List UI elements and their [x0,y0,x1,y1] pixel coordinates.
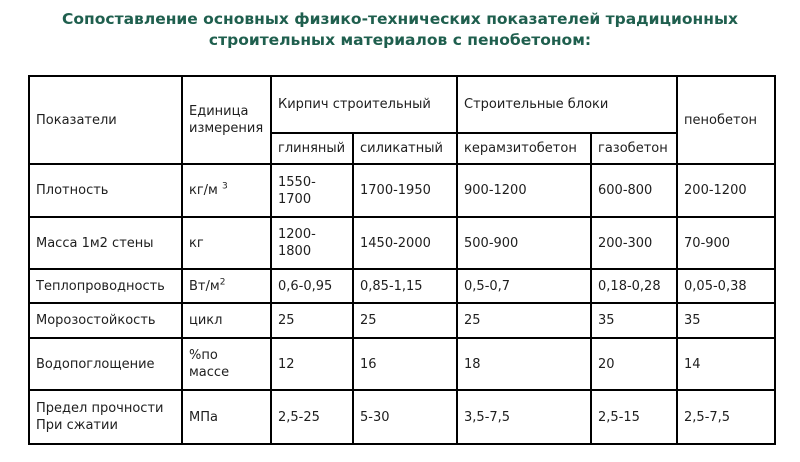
row-silicate: 25 [353,303,457,338]
row-silicate: 1700-1950 [353,164,457,217]
table-row [29,390,775,444]
row-unit-line2: массе [189,365,230,380]
row-unit: цикл [182,303,271,338]
row-clay-line2: 1800 [278,244,312,259]
row-gazobeton: 0,18-0,28 [591,269,677,303]
row-foam: 35 [677,303,775,338]
row-unit [182,269,271,303]
title-line-1: Сопоставление основных физико-технических показателей традиционных [62,10,738,28]
header-row-1 [29,76,775,133]
header-brick: Кирпич строительный [271,76,457,133]
row-unit [182,338,271,390]
comparison-table [28,75,776,445]
table-row [29,303,775,338]
row-foam: 0,05-0,38 [677,269,775,303]
row-foam: 200-1200 [677,164,775,217]
row-clay: 25 [271,303,353,338]
header-keramzit: керамзитобетон [457,133,591,164]
row-clay: 2,5-25 [271,390,353,444]
row-keramzit: 3,5-7,5 [457,390,591,444]
header-foam: пенобетон [677,76,775,164]
row-label: Плотность [29,164,182,217]
header-blocks: Строительные блоки [457,76,677,133]
row-silicate: 16 [353,338,457,390]
row-gazobeton: 20 [591,338,677,390]
table-row [29,269,775,303]
row-gazobeton: 600-800 [591,164,677,217]
row-unit-sup: 2 [219,277,226,288]
row-foam: 2,5-7,5 [677,390,775,444]
row-clay [271,164,353,217]
title-line-2: строительных материалов с пенобетоном: [208,31,592,49]
table-row [29,338,775,390]
row-label-line1: Предел прочности [36,401,164,416]
row-silicate: 1450-2000 [353,217,457,269]
row-unit-text: Вт/м [189,278,220,294]
row-label: Морозостойкость [29,303,182,338]
table-row [29,164,775,217]
row-unit [182,164,271,217]
row-gazobeton: 200-300 [591,217,677,269]
row-clay: 0,6-0,95 [271,269,353,303]
row-label [29,390,182,444]
row-clay: 12 [271,338,353,390]
header-clay: глиняный [271,133,353,164]
header-gazobeton: газобетон [591,133,677,164]
header-indicators: Показатели [29,76,182,164]
row-clay-line1: 1200- [278,227,316,242]
row-clay [271,217,353,269]
header-unit [182,76,271,164]
row-clay-line1: 1550- [278,174,316,190]
row-keramzit: 500-900 [457,217,591,269]
row-silicate: 0,85-1,15 [353,269,457,303]
row-keramzit: 900-1200 [457,164,591,217]
row-gazobeton: 2,5-15 [591,390,677,444]
row-unit-line1: %по [189,348,218,363]
row-unit: МПа [182,390,271,444]
table-row [29,217,775,269]
row-label: Водопоглощение [29,338,182,390]
row-keramzit: 0,5-0,7 [457,269,591,303]
row-label: Теплопроводность [29,269,182,303]
row-unit: кг [182,217,271,269]
row-foam: 70-900 [677,217,775,269]
row-clay-line2: 1700 [278,191,312,207]
header-silicate: силикатный [353,133,457,164]
page-title [0,9,800,51]
row-silicate: 5-30 [353,390,457,444]
row-unit-text: кг/м [189,183,218,198]
row-unit-sup: 3 [222,181,228,192]
row-keramzit: 25 [457,303,591,338]
row-keramzit: 18 [457,338,591,390]
row-foam: 14 [677,338,775,390]
row-label: Масса 1м2 стены [29,217,182,269]
row-label-line2: При сжатии [36,418,118,433]
header-unit-line2: измерения [189,121,264,136]
row-gazobeton: 35 [591,303,677,338]
header-unit-line1: Единица [189,104,249,119]
